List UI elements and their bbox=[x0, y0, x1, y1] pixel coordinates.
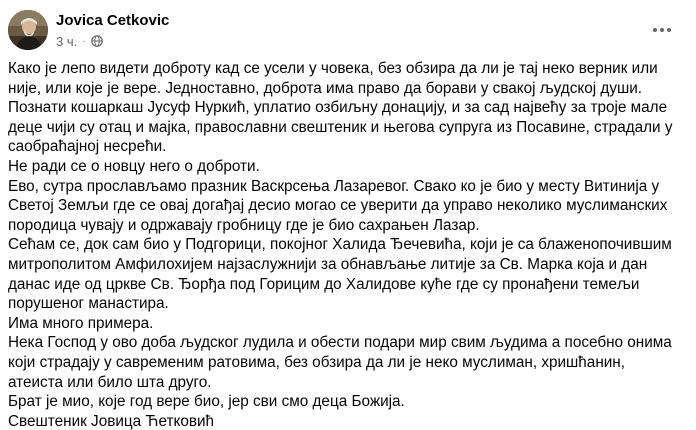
globe-icon[interactable] bbox=[91, 35, 103, 47]
more-options-icon-dot bbox=[667, 28, 671, 32]
post-text-line: породица чувају и одржавају гробницу где је био сахрањен Лазар. bbox=[8, 216, 480, 234]
post-text-line: Како је лепо видети доброту кад се усели у човека, без обзира да ли је тај неко верник или bbox=[8, 60, 658, 77]
post-text-line: Нека Господ у ово доба људског лудила и обести подари мир свим људима а посебно онима bbox=[8, 334, 672, 352]
post-text-line: Брат је мио, које год вере био, јер сви смо деца Божија. bbox=[8, 393, 405, 411]
post-text-line: није, или које је вере. Једноставно, доброта има право да борави у свакој људској души. bbox=[8, 79, 643, 97]
post-signature: Свештеник Јовица Ћетковић bbox=[8, 412, 215, 430]
post-text-line: данас иде од цркве Св. Ђорђа под Горицим до Халидове куће где су пронађени темељи bbox=[8, 275, 640, 293]
post-text-line: деце чији су отац и мајка, православни свештеник и његова супруга из Посавине, страдали у bbox=[8, 118, 673, 136]
post-text-line: Има много примера. bbox=[8, 314, 154, 332]
post-text-line: атеиста или било шта друго. bbox=[8, 373, 212, 391]
post-text-line: митрополитом Амфилохијем најзаслужнији за обнављање литије за Св. Марка која и дан bbox=[8, 255, 648, 273]
post-text-line: саобраћајној несрећи. bbox=[8, 138, 167, 156]
more-options-icon bbox=[653, 28, 657, 32]
post-timestamp[interactable]: 3 ч. bbox=[56, 33, 78, 49]
post-text-line: Светој Земљи где се овај догађај десио могао се уверити да управо неколико муслиманских bbox=[8, 197, 668, 215]
author-name[interactable]: Jovica Cetkovic bbox=[56, 12, 170, 29]
more-options-button[interactable] bbox=[650, 20, 674, 40]
post-body bbox=[8, 59, 690, 430]
author-avatar[interactable] bbox=[8, 10, 48, 50]
more-options-icon-dot bbox=[660, 28, 664, 32]
post-text-line: Познати кошаркаш Јусуф Нуркић, уплатио озбиљну донацију, и за сад највећу за троје мале bbox=[8, 99, 668, 117]
post-text-line: који страдају у савременим ратовима, без обзира да ли је неко муслиман, хришћанин, bbox=[8, 353, 626, 371]
post-text-line: Не ради се о новцу него о доброти. bbox=[8, 157, 260, 175]
post-text-line: Ево, сутра прослављамо празник Васкрсења Лазаревог. Свако ко је био у месту Витинија у bbox=[8, 177, 660, 195]
post-text-line: Сећам се, док сам био у Подгорици, покојног Халида Ђечевића, који је са блаженопочившим bbox=[8, 236, 672, 254]
post-meta bbox=[56, 33, 103, 49]
avatar-image bbox=[8, 10, 48, 50]
post-text-line: порушеног манастира. bbox=[8, 295, 169, 313]
meta-separator: · bbox=[82, 35, 86, 47]
